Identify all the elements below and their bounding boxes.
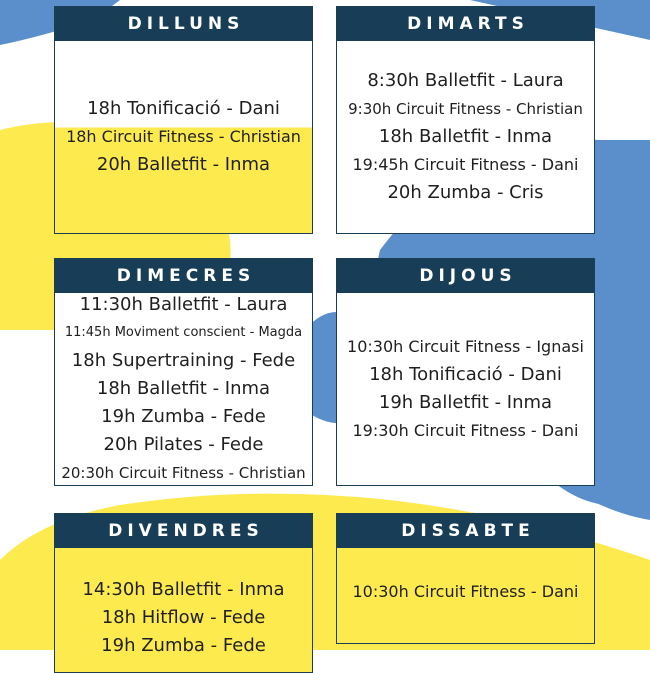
class-item: 20h Balletfit - Inma <box>96 154 271 175</box>
class-item: 19h Zumba - Fede <box>101 406 266 427</box>
day-card-dissabte <box>336 513 595 644</box>
class-item: 19:45h Circuit Fitness - Dani <box>352 155 579 174</box>
class-item: 19:30h Circuit Fitness - Dani <box>352 421 579 440</box>
class-item: 20:30h Circuit Fitness - Christian <box>61 464 306 482</box>
day-title-dimecres: DIMECRES <box>55 259 312 293</box>
class-item: 18h Balletfit - Inma <box>96 378 271 399</box>
class-list-dissabte <box>337 548 594 643</box>
class-item: 19h Zumba - Fede <box>101 635 266 656</box>
day-title-dimarts: DIMARTS <box>337 7 594 41</box>
class-item: 18h Balletfit - Inma <box>378 126 553 147</box>
class-item: 19h Balletfit - Inma <box>378 392 553 413</box>
class-list-dijous <box>337 293 594 485</box>
class-item: 20h Pilates - Fede <box>103 434 264 455</box>
day-title-dijous: DIJOUS <box>337 259 594 293</box>
class-list-dimarts <box>337 41 594 233</box>
class-item: 10:30h Circuit Fitness - Dani <box>352 582 579 601</box>
day-title-dissabte: DISSABTE <box>337 514 594 548</box>
class-item: 18h Tonificació - Dani <box>87 98 280 119</box>
class-item: 10:30h Circuit Fitness - Ignasi <box>347 337 584 356</box>
class-item: 11:45h Moviment conscient - Magda <box>64 325 303 340</box>
class-item: 20h Zumba - Cris <box>387 182 544 203</box>
day-card-dimecres <box>54 258 313 486</box>
class-list-divendres <box>55 548 312 672</box>
class-item: 14:30h Balletfit - Inma <box>82 579 285 600</box>
class-list-dimecres <box>55 293 312 485</box>
class-item: 8:30h Balletfit - Laura <box>367 70 564 91</box>
class-item: 18h Supertraining - Fede <box>71 350 296 371</box>
day-card-dijous <box>336 258 595 486</box>
class-list-dilluns <box>55 41 312 233</box>
class-item: 18h Tonificació - Dani <box>369 364 562 385</box>
class-item: 11:30h Balletfit - Laura <box>79 294 288 315</box>
day-card-divendres <box>54 513 313 673</box>
class-item: 18h Circuit Fitness - Christian <box>66 127 301 146</box>
day-card-dilluns <box>54 6 313 234</box>
class-item: 18h Hitflow - Fede <box>101 607 266 628</box>
day-title-dilluns: DILLUNS <box>55 7 312 41</box>
day-title-divendres: DIVENDRES <box>55 514 312 548</box>
class-item: 9:30h Circuit Fitness - Christian <box>348 100 583 118</box>
day-card-dimarts <box>336 6 595 234</box>
